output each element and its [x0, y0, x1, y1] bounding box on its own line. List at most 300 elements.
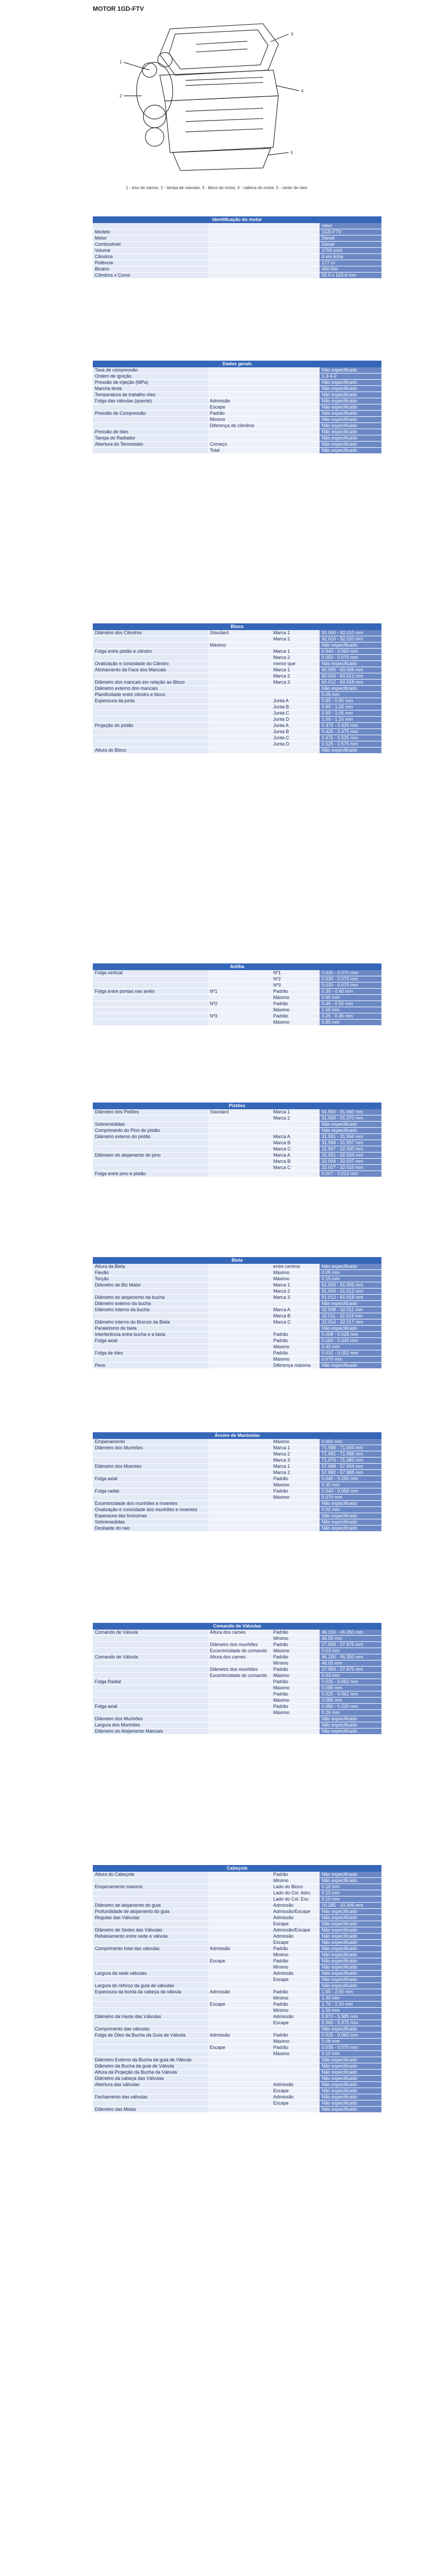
spec-label [93, 1357, 208, 1362]
table-row [93, 2082, 381, 2088]
spec-label: Nº2 [272, 976, 320, 982]
spec-label: Admissão/Escape [272, 1927, 320, 1933]
table-row [93, 2026, 381, 2032]
spec-label: Marca C [272, 1319, 320, 1325]
spec-label [208, 1307, 272, 1313]
spec-label: Máximo [272, 1344, 320, 1350]
table-row [93, 1710, 381, 1716]
spec-label [272, 2063, 320, 2069]
spec-label: Escape [208, 1958, 272, 1964]
table-row [93, 1971, 381, 1977]
spec-label [93, 1660, 208, 1666]
table-row [93, 698, 381, 704]
spec-value: Não especificado [320, 411, 381, 416]
spec-label [272, 411, 320, 416]
spec-value: 0.060 mm [320, 1439, 381, 1445]
spec-label: Ovalização e conicidade dos munhões e moentes [93, 1507, 208, 1513]
spec-value: 31.991 - 31.994 mm [320, 1134, 381, 1140]
spec-label: Admissão [208, 398, 272, 404]
spec-label [208, 735, 272, 741]
table-row [93, 1716, 381, 1722]
spec-label [93, 1995, 208, 2001]
spec-label [93, 1878, 208, 1884]
spec-value: 0.035 - 0.070 mm [320, 2045, 381, 2050]
section-title: Pistões [93, 1103, 381, 1109]
spec-label [208, 1128, 272, 1133]
spec-label: Começo [208, 442, 272, 447]
spec-value: 0.40 mm [320, 1344, 381, 1350]
table-row [93, 1685, 381, 1691]
spec-label: Padrão [272, 1691, 320, 1697]
table-row [93, 367, 381, 374]
spec-label [272, 392, 320, 398]
spec-label [208, 1264, 272, 1269]
table-row [93, 1350, 381, 1357]
spec-label [93, 704, 208, 710]
spec-label [208, 1464, 272, 1469]
table-row [93, 260, 381, 266]
spec-label: Folga entre pontas nas anéis [93, 989, 208, 994]
spec-label: Marca C [272, 1146, 320, 1152]
spec-label [208, 1915, 272, 1921]
spec-label [208, 1526, 272, 1531]
spec-value: 0.30 mm [320, 1482, 381, 1488]
spec-value: 61.000 - 61.006 mm [320, 1282, 381, 1288]
spec-label [208, 655, 272, 660]
spec-label: Diâmetro dos Munhões [93, 1445, 208, 1451]
table-row [93, 442, 381, 448]
spec-label [208, 692, 272, 698]
spec-label [208, 435, 272, 441]
spec-label [272, 448, 320, 453]
spec-label [208, 367, 272, 373]
spec-value: 1.60 - 2.00 mm [320, 1989, 381, 1995]
spec-value: Não especificado [320, 1921, 381, 1927]
spec-label [93, 982, 208, 988]
spec-label [208, 1344, 272, 1350]
spec-value: 0.25 - 0.45 mm [320, 1013, 381, 1019]
spec-value: Não especificado [320, 448, 381, 453]
spec-label: Fechamento das válvulas [93, 2094, 208, 2100]
table-row [93, 398, 381, 404]
table-row [93, 710, 381, 717]
spec-label: Empenamento [93, 1439, 208, 1445]
figure-label-3: 3 [291, 32, 293, 37]
spec-label: Junta A [272, 723, 320, 728]
spec-label: Padrão [272, 1872, 320, 1877]
spec-label [272, 367, 320, 373]
spec-value: 92.010 - 92.020 mm [320, 636, 381, 642]
spec-value: 32.008 - 32.011 mm [320, 1307, 381, 1313]
table-row [93, 970, 381, 976]
spec-label: Altura dos cames [208, 1630, 272, 1635]
spec-label [208, 1872, 272, 1877]
spec-label: Diâmetro interno do Bronze da Biela [93, 1319, 208, 1325]
table-row [93, 1458, 381, 1464]
spec-label: Marca A [272, 1153, 320, 1158]
spec-value: Não especificado [320, 2094, 381, 2100]
spec-label: Nº3 [272, 982, 320, 988]
spec-label [272, 1722, 320, 1728]
spec-label [272, 1326, 320, 1331]
spec-value: 32.004 - 32.007 mm [320, 1159, 381, 1164]
table-row [93, 2020, 381, 2026]
spec-label: Escape [272, 2088, 320, 2094]
spec-label [208, 1319, 272, 1325]
spec-label [93, 710, 208, 716]
table-row [93, 1915, 381, 1921]
table-row [93, 2039, 381, 2045]
section-comando [93, 1623, 381, 1735]
spec-value: Não especificado [320, 1122, 381, 1127]
spec-label [93, 655, 208, 660]
spec-label [93, 636, 208, 642]
table-row [93, 1001, 381, 1007]
spec-label: Admissão [208, 1989, 272, 1995]
spec-value: Não especificado [320, 392, 381, 398]
spec-value: 0.03 mm [320, 1648, 381, 1654]
table-row [93, 1648, 381, 1654]
spec-label: Admissão [272, 2094, 320, 2100]
spec-label: Modelo [93, 229, 208, 235]
spec-label [93, 673, 208, 679]
spec-value: Não especificado [320, 1927, 381, 1933]
spec-label: Marca B [272, 1313, 320, 1319]
spec-label: Marca 3 [272, 1295, 320, 1300]
table-row [93, 2002, 381, 2008]
spec-label [272, 1501, 320, 1506]
table-row [93, 1495, 381, 1501]
spec-value: 0.040 - 0.058 mm [320, 1488, 381, 1494]
spec-label: Espessura das bronzinas [93, 1513, 208, 1519]
spec-label [208, 1513, 272, 1519]
spec-label: Marca 1 [272, 1445, 320, 1451]
spec-label [208, 748, 272, 753]
spec-label: Desbaste do raio [93, 1526, 208, 1531]
table-row [93, 2088, 381, 2094]
spec-value: 0.15 mm [320, 1276, 381, 1282]
table-row [93, 1946, 381, 1952]
figure-label-2: 2 [120, 94, 122, 98]
figure-label-5: 5 [291, 150, 293, 155]
spec-label: Diâmetro da Haste das Válvulas [93, 2014, 208, 2020]
table-row [93, 1020, 381, 1026]
spec-value: Diesel [320, 242, 381, 247]
spec-label: Folga radial [93, 1488, 208, 1494]
spec-value: Não especificado [320, 1501, 381, 1506]
spec-value: 91.960 - 91.970 mm [320, 1115, 381, 1121]
spec-label [93, 1313, 208, 1319]
spec-label [208, 1313, 272, 1319]
spec-label: Admissão [272, 1934, 320, 1939]
spec-label: Marca A [272, 1307, 320, 1313]
spec-label [208, 374, 272, 379]
spec-label [208, 2107, 272, 2112]
spec-label: Marca 1 [272, 1109, 320, 1115]
table-row [93, 661, 381, 667]
spec-label: Padrão [272, 1001, 320, 1007]
spec-value: 46.05 mm [320, 1636, 381, 1641]
spec-label: Largura dos Munhões [93, 1722, 208, 1728]
spec-label [93, 417, 208, 422]
table-row [93, 995, 381, 1001]
spec-value: 1.40 mm [320, 1995, 381, 2001]
table-row [93, 404, 381, 411]
spec-label [272, 254, 320, 260]
spec-value: 177 cv [320, 260, 381, 266]
spec-value: 0.030 - 0.070 mm [320, 982, 381, 988]
spec-value: 0.040 - 0.250 mm [320, 1476, 381, 1482]
spec-label: Volume [93, 248, 208, 253]
spec-value: Não especificado [320, 1964, 381, 1970]
table-row [93, 1319, 381, 1326]
table-row [93, 1282, 381, 1289]
spec-value: 0.007 - 0.013 mm [320, 1171, 381, 1177]
spec-value: Não especificado [320, 380, 381, 385]
spec-label: Padrão [272, 1350, 320, 1356]
spec-label: Diâmetro dos Munhões [93, 1716, 208, 1722]
spec-label [208, 995, 272, 1001]
table-row [93, 673, 381, 680]
spec-label [272, 429, 320, 435]
spec-label: Alinhamento da Face dos Mancais [93, 667, 208, 673]
table-row [93, 235, 381, 242]
section-title: Anilha [93, 963, 381, 970]
spec-label [208, 1716, 272, 1722]
spec-label [208, 1350, 272, 1356]
spec-label [93, 1698, 208, 1703]
spec-label [208, 1488, 272, 1494]
spec-label: Admissão [272, 1915, 320, 1921]
spec-label: Ovalização e conicidade do Cilindro [93, 661, 208, 667]
spec-label [208, 970, 272, 976]
spec-label [208, 1704, 272, 1709]
spec-value: Não especificado [320, 661, 381, 667]
table-row [93, 1357, 381, 1363]
spec-label: Altura dos cames [208, 1654, 272, 1660]
spec-label: Interferência entre bucha e a biela [93, 1332, 208, 1337]
spec-label: Admissão [208, 1946, 272, 1952]
spec-value: 1.50 mm [320, 2008, 381, 2013]
spec-label [93, 729, 208, 735]
spec-label: Diâmetro externo dos mancais [93, 686, 208, 691]
spec-label: Junta D [272, 717, 320, 722]
spec-label: Diferença de cilindros [208, 423, 272, 429]
spec-value: 0.90 - 1.00 mm [320, 704, 381, 710]
spec-label: Diâmetro da cabeça das Válvulas [93, 2076, 208, 2081]
table-row [93, 386, 381, 392]
spec-label [93, 2008, 208, 2013]
spec-label [208, 1165, 272, 1171]
spec-label: Admissão/Escape [272, 1909, 320, 1914]
spec-value: 71.988 - 71.994 mm [320, 1445, 381, 1451]
spec-label [272, 1728, 320, 1734]
spec-label: Marca 2 [272, 673, 320, 679]
table-row [93, 1276, 381, 1282]
spec-label: Altura do Cabeçote [93, 1872, 208, 1877]
spec-value: 32.001 - 32.004 mm [320, 1153, 381, 1158]
table-row [93, 1519, 381, 1526]
spec-value: Não especificado [320, 398, 381, 404]
table-row [93, 642, 381, 649]
table-row [93, 1909, 381, 1915]
spec-value: 1GD-FTV [320, 229, 381, 235]
spec-label [93, 2002, 208, 2007]
spec-label [208, 1159, 272, 1164]
spec-label [93, 1890, 208, 1896]
spec-value: 0.475 - 0.525 mm [320, 735, 381, 741]
table-row [93, 1363, 381, 1369]
spec-label [208, 723, 272, 728]
spec-label: Escape [208, 404, 272, 410]
spec-label: Taxa de compressão [93, 367, 208, 373]
spec-label: Binário [93, 266, 208, 272]
spec-label [208, 1896, 272, 1902]
spec-label [208, 1338, 272, 1344]
section-title: Identificação do motor [93, 216, 381, 223]
spec-label [93, 448, 208, 453]
spec-label: Excentricidade do comando [208, 1673, 272, 1679]
spec-label [208, 223, 272, 229]
spec-label [208, 976, 272, 982]
table-row [93, 1903, 381, 1909]
table-row [93, 649, 381, 655]
spec-label: Máximo [272, 1439, 320, 1445]
spec-label [93, 1685, 208, 1691]
spec-label [208, 1940, 272, 1945]
spec-label [93, 976, 208, 982]
spec-label [208, 2020, 272, 2026]
spec-value: 0.10 mm [320, 2051, 381, 2057]
spec-label [208, 266, 272, 272]
table-row [93, 1977, 381, 1983]
table-row [93, 1488, 381, 1495]
spec-label: Nº2 [208, 1001, 272, 1007]
spec-label [208, 1934, 272, 1939]
spec-value: Não especificado [320, 2057, 381, 2063]
spec-label [272, 248, 320, 253]
spec-label: Padrão [272, 989, 320, 994]
spec-label [272, 260, 320, 266]
spec-label: Admissão [272, 2082, 320, 2088]
engine-illustration [93, 13, 340, 183]
spec-label [208, 1445, 272, 1451]
spec-label [272, 748, 320, 753]
table-row [93, 1679, 381, 1685]
section-title: Cabeçote [93, 1865, 381, 1872]
spec-value: 60.006 - 60.012 mm [320, 673, 381, 679]
table-row [93, 266, 381, 273]
spec-label [208, 1495, 272, 1500]
section-biela [93, 1257, 381, 1369]
spec-label: Folga axial [93, 1476, 208, 1482]
table-row [93, 1128, 381, 1134]
spec-label [208, 1276, 272, 1282]
table-row [93, 411, 381, 417]
spec-label [208, 1295, 272, 1300]
table-row [93, 1115, 381, 1122]
spec-label: Diâmetro dos Cilindros [93, 630, 208, 636]
spec-label [272, 235, 320, 241]
figure-label-4: 4 [301, 89, 304, 93]
spec-value: 0.05 mm [320, 1270, 381, 1276]
spec-label [208, 2094, 272, 2100]
spec-label [208, 1301, 272, 1307]
spec-value: 0.025 - 0.062 mm [320, 1691, 381, 1697]
spec-label [208, 667, 272, 673]
spec-value: Não especificado [320, 1872, 381, 1877]
table-row [93, 1264, 381, 1270]
spec-value: 32.011 - 32.014 mm [320, 1313, 381, 1319]
spec-value: Não especificado [320, 1934, 381, 1939]
spec-label [272, 374, 320, 379]
spec-label [208, 1507, 272, 1513]
spec-value: 0.085 mm [320, 1685, 381, 1691]
spec-label [93, 1451, 208, 1457]
spec-label: Padrão [272, 1946, 320, 1952]
spec-value: Não especificado [320, 1958, 381, 1964]
spec-label [272, 229, 320, 235]
spec-label: Escape [272, 2020, 320, 2026]
table-row [93, 1451, 381, 1458]
spec-value: Não especificado [320, 2076, 381, 2081]
table-row [93, 1896, 381, 1903]
spec-label: Planificidade entre cilindro e bloco [93, 692, 208, 698]
spec-label [208, 1698, 272, 1703]
spec-label: Escape [208, 2045, 272, 2050]
spec-value: 0.90 mm [320, 995, 381, 1001]
spec-value: 2755 cm3 [320, 248, 381, 253]
spec-label: Combustível [93, 242, 208, 247]
spec-label [93, 1146, 208, 1152]
spec-label: Altura da Biela [93, 1264, 208, 1269]
spec-label: Flexão [93, 1270, 208, 1276]
spec-value: Não especificado [320, 386, 381, 392]
spec-label [93, 1636, 208, 1641]
spec-label [208, 1357, 272, 1362]
spec-label [93, 1020, 208, 1025]
spec-label: Nº1 [272, 970, 320, 976]
spec-value: 0.425 - 0.475 mm [320, 729, 381, 735]
spec-label: Ordem de ignição [93, 374, 208, 379]
spec-value: Não especificado [320, 1971, 381, 1976]
table-row [93, 1270, 381, 1276]
spec-value: 57.988 - 57.994 mm [320, 1464, 381, 1469]
spec-label [208, 248, 272, 253]
section-arvore [93, 1432, 381, 1532]
spec-value: Não especificado [320, 1940, 381, 1945]
spec-value: 71.982 - 71.988 mm [320, 1451, 381, 1457]
spec-label: Folga axial [93, 1704, 208, 1709]
figure-caption: 1 - eixo de cames, 2 - tampa de valvulas, 3 - bloco do motor, 4 - cabeca do motor, 5 - carter de oleo [125, 185, 308, 190]
section-title: Dados gerais [93, 361, 381, 367]
spec-value: 0.070 mm [320, 1357, 381, 1362]
spec-label: Marca 1 [272, 1282, 320, 1288]
spec-value: 91.950 - 91.960 mm [320, 1109, 381, 1115]
spec-value: 0.025 - 0.060 mm [320, 2032, 381, 2038]
spec-label: Padrão [272, 2032, 320, 2038]
spec-value: 0.160 - 0.340 mm [320, 1338, 381, 1344]
spec-label: Junta A [272, 698, 320, 704]
spec-label: Profundidade de alojamento do guia [93, 1909, 208, 1914]
spec-label: Padrão [272, 1630, 320, 1635]
spec-label [208, 704, 272, 710]
table-row [93, 1995, 381, 2002]
table-row [93, 229, 381, 235]
spec-label [208, 1977, 272, 1982]
spec-value: Não especificado [320, 1728, 381, 1734]
spec-label: Pressão de Compressão [93, 411, 208, 416]
